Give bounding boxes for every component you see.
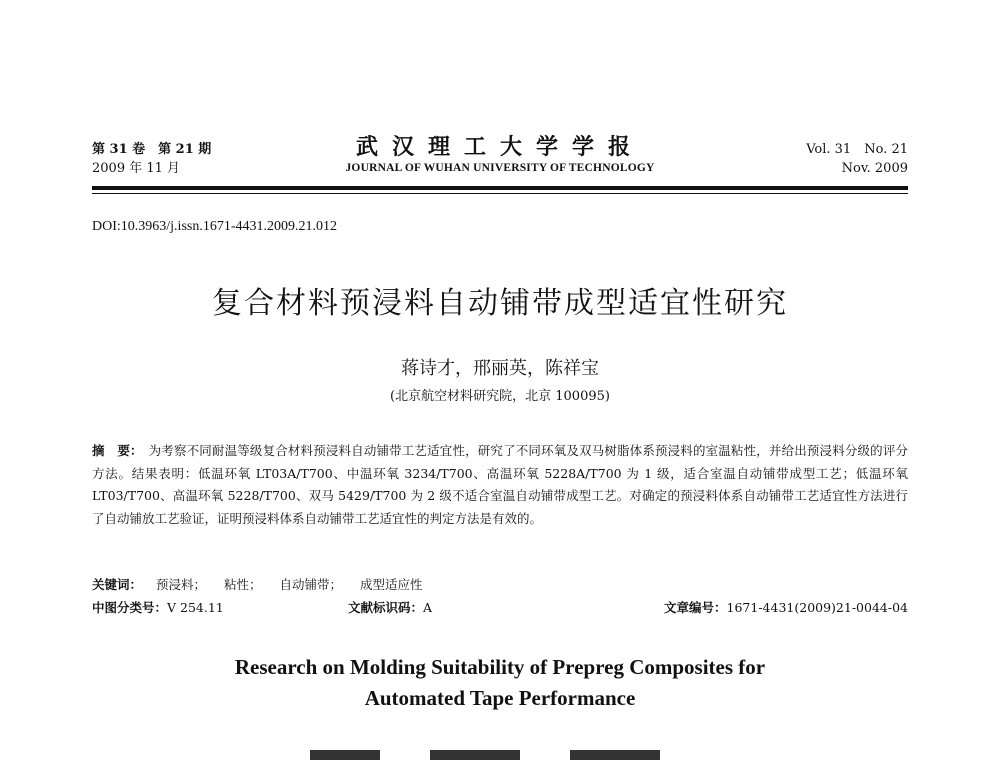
paper-title-cn: 复合材料预浸料自动铺带成型适宜性研究 <box>212 286 788 321</box>
abstract <box>92 440 908 530</box>
abstract-label: 摘 要： <box>92 443 143 458</box>
keyword: 预浸料； <box>156 577 207 592</box>
cut-off-text-fragment <box>570 750 660 760</box>
volume-label-en: Vol. 31 No. 21 <box>806 142 908 157</box>
volume-issue-en <box>806 140 908 178</box>
journal-title-cn: 武汉理工大学学报 <box>355 134 644 160</box>
paper-title-en <box>0 652 1000 714</box>
keyword: 自动铺带； <box>279 577 343 592</box>
clc-label: 中图分类号： <box>92 600 168 615</box>
volume-label-cn: 第 31 卷 第 21 期 <box>92 142 212 157</box>
article-label: 文章编号： <box>664 600 727 615</box>
header-rule-thick <box>92 186 908 190</box>
clc-number <box>92 598 224 616</box>
document-code <box>348 598 432 616</box>
authors: 蒋诗才，邢丽英，陈祥宝 <box>401 358 599 379</box>
keywords-label: 关键词： <box>92 577 143 592</box>
doc-value: A <box>423 600 433 615</box>
paper-title-en-line1: Research on Molding Suitability of Prepreg Composites for <box>234 655 766 679</box>
clc-value: V 254.11 <box>167 600 224 615</box>
article-number <box>664 598 908 616</box>
cut-off-text-fragment <box>310 750 380 760</box>
date-label-en: Nov. 2009 <box>841 161 908 176</box>
article-value: 1671-4431(2009)21-0044-04 <box>726 600 908 615</box>
doi: DOI:10.3963/j.issn.1671-4431.2009.21.012 <box>92 219 337 234</box>
date-label-cn: 2009 年 11 月 <box>92 161 181 176</box>
journal-title-en: JOURNAL OF WUHAN UNIVERSITY OF TECHNOLOGY <box>345 162 655 174</box>
keyword: 成型适应性 <box>360 577 423 592</box>
cut-off-english-authors <box>300 750 700 764</box>
keywords <box>92 575 437 593</box>
header-rule-thin <box>92 193 908 194</box>
affiliation: (北京航空材料研究院，北京 100095) <box>390 389 610 404</box>
cut-off-text-fragment <box>430 750 520 760</box>
doc-label: 文献标识码： <box>348 600 424 615</box>
keyword: 粘性； <box>224 577 262 592</box>
abstract-text: 为考察不同耐温等级复合材料预浸料自动铺带工艺适宜性，研究了不同环氧及双马树脂体系预浸料的室温粘性，并给出预浸料分级的评分方法。结果表明：低温环氧 LT03A/T700、中温环氧 3234/T700、高温环氧 5228A/T700 为 1 级，适合室温自动铺带成型工艺；低温环氧 LT03/T700、高温环氧 5228/T700、双马 5429/T700 为 2 级不适合室温自动铺带成型工艺。对确定的预浸料体系自动铺带工艺适宜性方法进行了自动铺放工艺验证，证明预浸料体系自动铺带工艺适宜性的判定方法是有效的。 <box>92 443 908 526</box>
paper-title-en-line2: Automated Tape Performance <box>364 686 636 710</box>
